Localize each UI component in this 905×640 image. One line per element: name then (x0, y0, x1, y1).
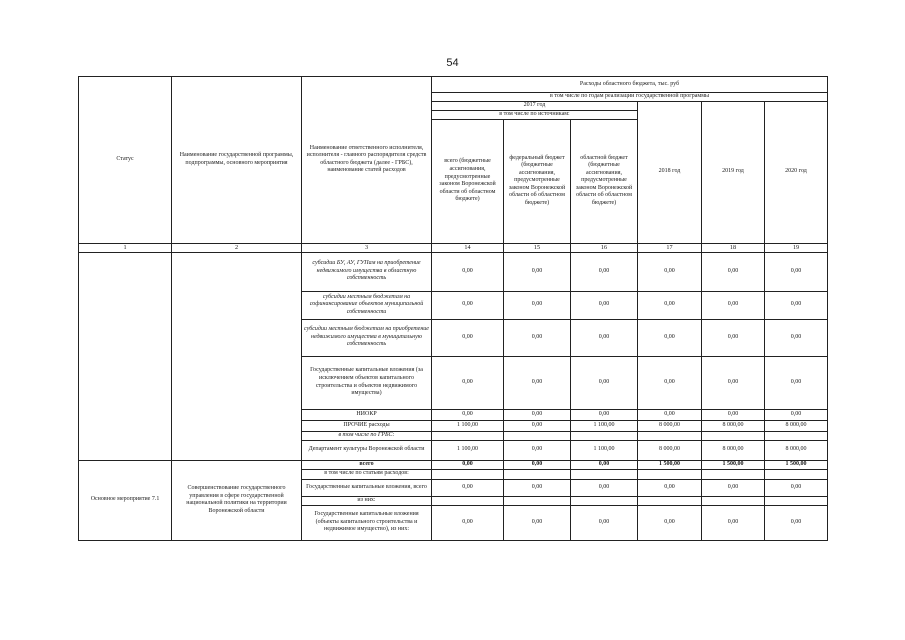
value-cell-col-16 (571, 496, 638, 505)
value-cell-col-17: 0,00 (638, 356, 702, 409)
column-index-5: 15 (504, 243, 571, 252)
header-by-sources: в том числе по источникам: (432, 110, 638, 119)
value-cell-col-15 (504, 496, 571, 505)
row-label: в том числе по статьям расходов: (302, 469, 432, 479)
column-index-row (79, 243, 828, 252)
header-status: Статус (79, 77, 172, 244)
value-cell-col-14 (432, 431, 504, 440)
row-label: Государственные капитальные вложения, всего (302, 479, 432, 496)
header-year-2017: 2017 год (432, 101, 638, 110)
value-cell-col-15: 0,00 (504, 252, 571, 291)
value-cell-col-16: 1 100,00 (571, 420, 638, 431)
row-label: субсидии местным бюджетам на софинансирование объектов муниципальной собственности (302, 291, 432, 319)
value-cell-col-14: 0,00 (432, 479, 504, 496)
row-label: субсидии местным бюджетам на приобретение недвижимого имущества в муниципальную собственность (302, 319, 432, 356)
header-year-2019: 2019 год (702, 101, 765, 243)
value-cell-col-18 (702, 496, 765, 505)
budget-table (78, 76, 828, 541)
column-index-2: 2 (172, 243, 302, 252)
column-index-4: 14 (432, 243, 504, 252)
value-cell-col-18 (702, 469, 765, 479)
value-cell-col-19 (765, 431, 828, 440)
value-cell-col-18: 0,00 (702, 252, 765, 291)
table-row (79, 252, 828, 291)
value-cell-col-16: 0,00 (571, 252, 638, 291)
value-cell-col-18: 8 000,00 (702, 420, 765, 431)
value-cell-col-15: 0,00 (504, 440, 571, 460)
row-label: в том числе по ГРБС: (302, 431, 432, 440)
row-label: Государственные капитальные вложения (за исключением объектов капитального строительства и объектов недвижимого имущества) (302, 356, 432, 409)
value-cell-col-16: 0,00 (571, 291, 638, 319)
column-index-3: 3 (302, 243, 432, 252)
value-cell-col-17: 8 000,00 (638, 440, 702, 460)
value-cell-col-15: 0,00 (504, 505, 571, 540)
value-cell-col-14: 0,00 (432, 505, 504, 540)
value-cell-col-19: 0,00 (765, 252, 828, 291)
status-cell-empty (79, 252, 172, 460)
value-cell-col-14: 0,00 (432, 291, 504, 319)
value-cell-col-19: 0,00 (765, 505, 828, 540)
header-year-2020: 2020 год (765, 101, 828, 243)
value-cell-col-17: 0,00 (638, 479, 702, 496)
row-label: Департамент культуры Воронежской области (302, 440, 432, 460)
value-cell-col-15: 0,00 (504, 356, 571, 409)
value-cell-col-15: 0,00 (504, 420, 571, 431)
value-cell-col-18 (702, 431, 765, 440)
value-cell-col-14: 0,00 (432, 460, 504, 469)
value-cell-col-19: 0,00 (765, 409, 828, 420)
value-cell-col-16: 0,00 (571, 460, 638, 469)
value-cell-col-14: 1 100,00 (432, 420, 504, 431)
header-responsible: Наименование ответственного исполнителя, исполнителя - главного распорядителя средств областного бюджета (далее - ГРБС), наименование статей расходов (302, 77, 432, 244)
page-number: 54 (446, 57, 459, 69)
column-index-9: 19 (765, 243, 828, 252)
value-cell-col-14 (432, 469, 504, 479)
value-cell-col-15 (504, 431, 571, 440)
value-cell-col-17 (638, 431, 702, 440)
value-cell-col-16: 0,00 (571, 319, 638, 356)
value-cell-col-16: 1 100,00 (571, 440, 638, 460)
column-index-1: 1 (79, 243, 172, 252)
row-label: всего (302, 460, 432, 469)
value-cell-col-16: 0,00 (571, 356, 638, 409)
value-cell-col-19 (765, 469, 828, 479)
value-cell-col-18: 8 000,00 (702, 440, 765, 460)
value-cell-col-19 (765, 496, 828, 505)
value-cell-col-18: 0,00 (702, 319, 765, 356)
value-cell-col-17 (638, 469, 702, 479)
value-cell-col-15: 0,00 (504, 291, 571, 319)
value-cell-col-14: 1 100,00 (432, 440, 504, 460)
value-cell-col-16: 0,00 (571, 479, 638, 496)
value-cell-col-18: 1 500,00 (702, 460, 765, 469)
value-cell-col-16 (571, 469, 638, 479)
value-cell-col-18: 0,00 (702, 291, 765, 319)
value-cell-col-19: 0,00 (765, 356, 828, 409)
value-cell-col-18: 0,00 (702, 479, 765, 496)
value-cell-col-19: 0,00 (765, 479, 828, 496)
table-row (79, 460, 828, 469)
value-cell-col-19: 8 000,00 (765, 420, 828, 431)
value-cell-col-15: 0,00 (504, 460, 571, 469)
main-event-name: Совершенствование государственного управления в сфере государственной национальной политики на территории Воронежской области (172, 460, 302, 540)
header-year-2018: 2018 год (638, 101, 702, 243)
value-cell-col-18: 0,00 (702, 505, 765, 540)
value-cell-col-14: 0,00 (432, 409, 504, 420)
column-index-6: 16 (571, 243, 638, 252)
value-cell-col-17 (638, 496, 702, 505)
value-cell-col-14 (432, 496, 504, 505)
row-label: из них: (302, 496, 432, 505)
header-by-years: в том числе по годам реализации государственной программы (432, 93, 828, 102)
value-cell-col-17: 0,00 (638, 319, 702, 356)
column-index-8: 18 (702, 243, 765, 252)
main-event-status: Основное мероприятие 7.1 (79, 460, 172, 540)
value-cell-col-17: 8 000,00 (638, 420, 702, 431)
header-source-total: всего (бюджетные ассигнования, предусмотренные законом Воронежской области об областном бюджете) (432, 119, 504, 243)
header-source-regional: областной бюджет (бюджетные ассигнования, предусмотренные законом Воронежской области об областном бюджете) (571, 119, 638, 243)
row-label: ПРОЧИЕ расходы (302, 420, 432, 431)
row-label: Государственные капитальные вложения (объекты капитального строительства и недвижимое имущество), из них: (302, 505, 432, 540)
value-cell-col-19: 0,00 (765, 291, 828, 319)
program-cell-empty (172, 252, 302, 460)
value-cell-col-15: 0,00 (504, 479, 571, 496)
value-cell-col-14: 0,00 (432, 252, 504, 291)
value-cell-col-16 (571, 431, 638, 440)
value-cell-col-16: 0,00 (571, 409, 638, 420)
value-cell-col-18: 0,00 (702, 409, 765, 420)
header-source-federal: федеральный бюджет (бюджетные ассигнования, предусмотренные законом Воронежской области об областном бюджете) (504, 119, 571, 243)
value-cell-col-18: 0,00 (702, 356, 765, 409)
value-cell-col-14: 0,00 (432, 356, 504, 409)
value-cell-col-19: 0,00 (765, 319, 828, 356)
value-cell-col-17: 1 500,00 (638, 460, 702, 469)
value-cell-col-16: 0,00 (571, 505, 638, 540)
value-cell-col-17: 0,00 (638, 291, 702, 319)
value-cell-col-15: 0,00 (504, 409, 571, 420)
header-budget-title: Расходы областного бюджета, тыс. руб (432, 77, 828, 93)
header-program-name: Наименование государственной программы, подпрограммы, основного мероприятия (172, 77, 302, 244)
row-label: субсидии БУ, АУ, ГУПам на приобретение недвижимого имущества в областную собственность (302, 252, 432, 291)
value-cell-col-19: 1 500,00 (765, 460, 828, 469)
value-cell-col-15 (504, 469, 571, 479)
column-index-7: 17 (638, 243, 702, 252)
value-cell-col-19: 8 000,00 (765, 440, 828, 460)
value-cell-col-17: 0,00 (638, 252, 702, 291)
value-cell-col-17: 0,00 (638, 409, 702, 420)
value-cell-col-17: 0,00 (638, 505, 702, 540)
value-cell-col-15: 0,00 (504, 319, 571, 356)
value-cell-col-14: 0,00 (432, 319, 504, 356)
row-label: НИОКР (302, 409, 432, 420)
